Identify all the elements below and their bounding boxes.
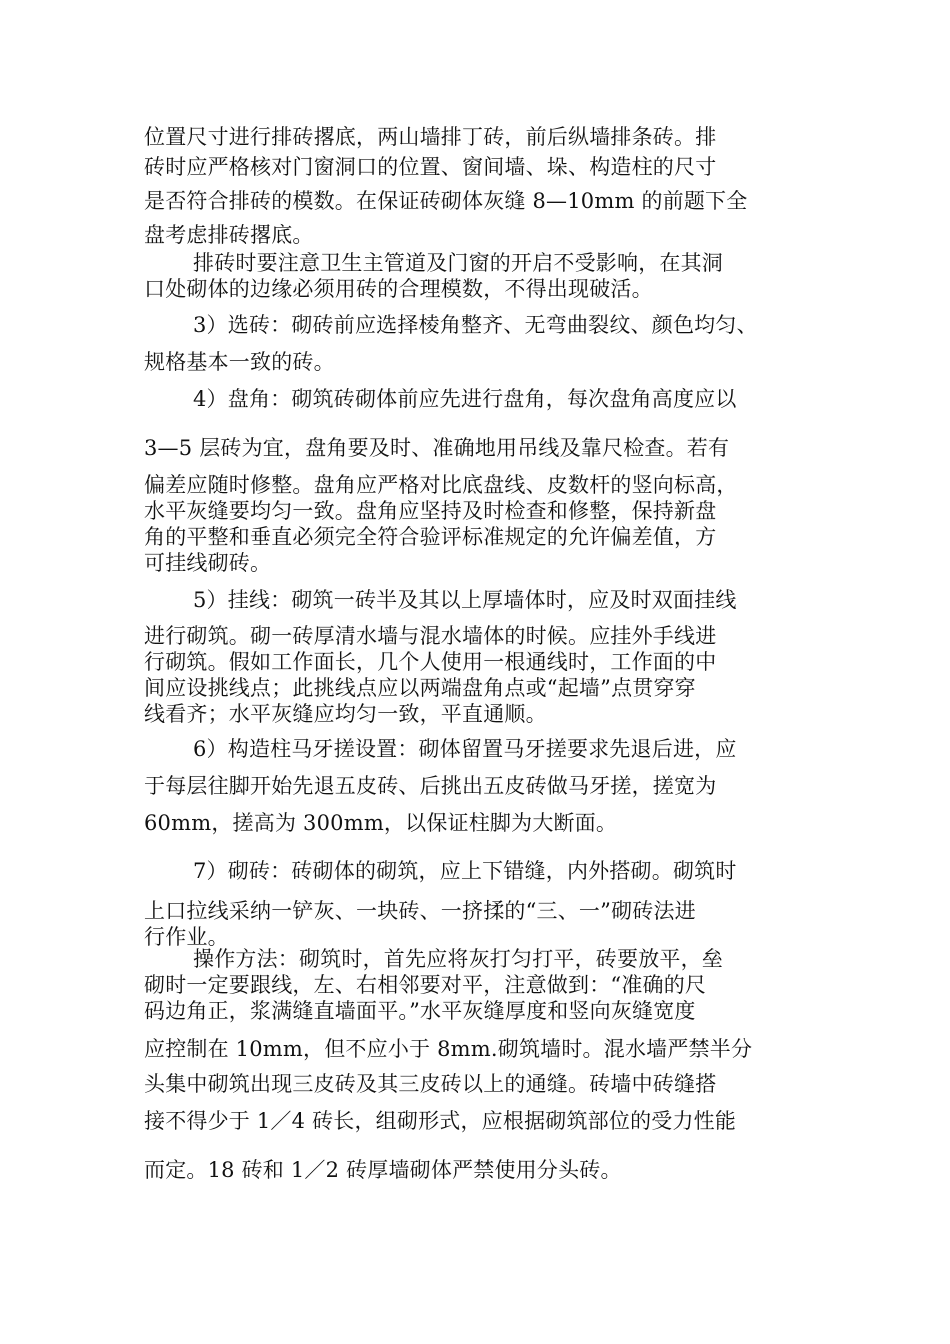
text-line: 应控制在 10mm，但不应小于 8mm.砌筑墙时。混水墙严禁半分	[144, 1037, 753, 1061]
text-line: 口处砌体的边缘必须用砖的合理模数，不得出现破活。	[144, 277, 653, 301]
text-line: 可挂线砌砖。	[144, 551, 272, 575]
text-line: 偏差应随时修整。盘角应严格对比底盘线、皮数杆的竖向标高，	[144, 473, 738, 497]
text-line: 操作方法：砌筑时，首先应将灰打匀打平，砖要放平，垒	[193, 947, 723, 971]
text-line: 行砌筑。假如工作面长，几个人使用一根通线时，工作面的中	[144, 650, 717, 674]
text-line: 位置尺寸进行排砖撂底，两山墙排丁砖，前后纵墙排条砖。排	[144, 125, 717, 149]
text-line: 线看齐；水平灰缝应均匀一致，平直通顺。	[144, 702, 547, 726]
text-line: 接不得少于 1／4 砖长，组砌形式，应根据砌筑部位的受力性能	[144, 1109, 737, 1133]
text-line: 3—5 层砖为宜，盘角要及时、准确地用吊线及靠尺检查。若有	[144, 436, 730, 460]
text-line: 是否符合排砖的模数。在保证砖砌体灰缝 8—10mm 的前题下全	[144, 189, 748, 213]
text-line: 排砖时要注意卫生主管道及门窗的开启不受影响，在其洞	[193, 251, 723, 275]
text-line: 盘考虑排砖撂底。	[144, 223, 314, 247]
text-line: 而定。18 砖和 1／2 砖厚墙砌体严禁使用分头砖。	[144, 1158, 622, 1182]
text-line: 间应设挑线点；此挑线点应以两端盘角点或“起墙”点贯穿穿	[144, 676, 696, 700]
text-line: 3）选砖：砌砖前应选择棱角整齐、无弯曲裂纹、颜色均匀、	[193, 313, 758, 337]
text-line: 水平灰缝要均匀一致。盘角应坚持及时检查和修整，保持新盘	[144, 499, 717, 523]
text-line: 规格基本一致的砖。	[144, 350, 335, 374]
text-line: 行作业。	[144, 925, 229, 949]
text-line: 6）构造柱马牙搓设置：砌体留置马牙搓要求先退后进，应	[193, 737, 737, 761]
text-line: 7）砌砖：砖砌体的砌筑，应上下错缝，内外搭砌。砌筑时	[193, 859, 737, 883]
text-line: 5）挂线：砌筑一砖半及其以上厚墙体时，应及时双面挂线	[193, 588, 737, 612]
text-line: 上口拉线采纳一铲灰、一块砖、一挤揉的“三、一”砌砖法进	[144, 899, 696, 923]
text-line: 4）盘角：砌筑砖砌体前应先进行盘角，每次盘角高度应以	[193, 387, 737, 411]
text-line: 60mm，搓高为 300mm，以保证柱脚为大断面。	[144, 811, 618, 835]
text-line: 头集中砌筑出现三皮砖及其三皮砖以上的通缝。砖墙中砖缝搭	[144, 1072, 717, 1096]
text-line: 砌时一定要跟线，左、右相邻要对平，注意做到：“准确的尺	[144, 973, 707, 997]
text-line: 码边角正，浆满缝直墙面平。”水平灰缝厚度和竖向灰缝宽度	[144, 999, 696, 1023]
text-line: 于每层往脚开始先退五皮砖、后挑出五皮砖做马牙搓，搓宽为	[144, 774, 717, 798]
text-line: 砖时应严格核对门窗洞口的位置、窗间墙、垛、构造柱的尺寸	[144, 155, 717, 179]
text-line: 角的平整和垂直必须完全符合验评标准规定的允许偏差值，方	[144, 525, 717, 549]
text-line: 进行砌筑。砌一砖厚清水墙与混水墙体的时候。应挂外手线进	[144, 624, 717, 648]
